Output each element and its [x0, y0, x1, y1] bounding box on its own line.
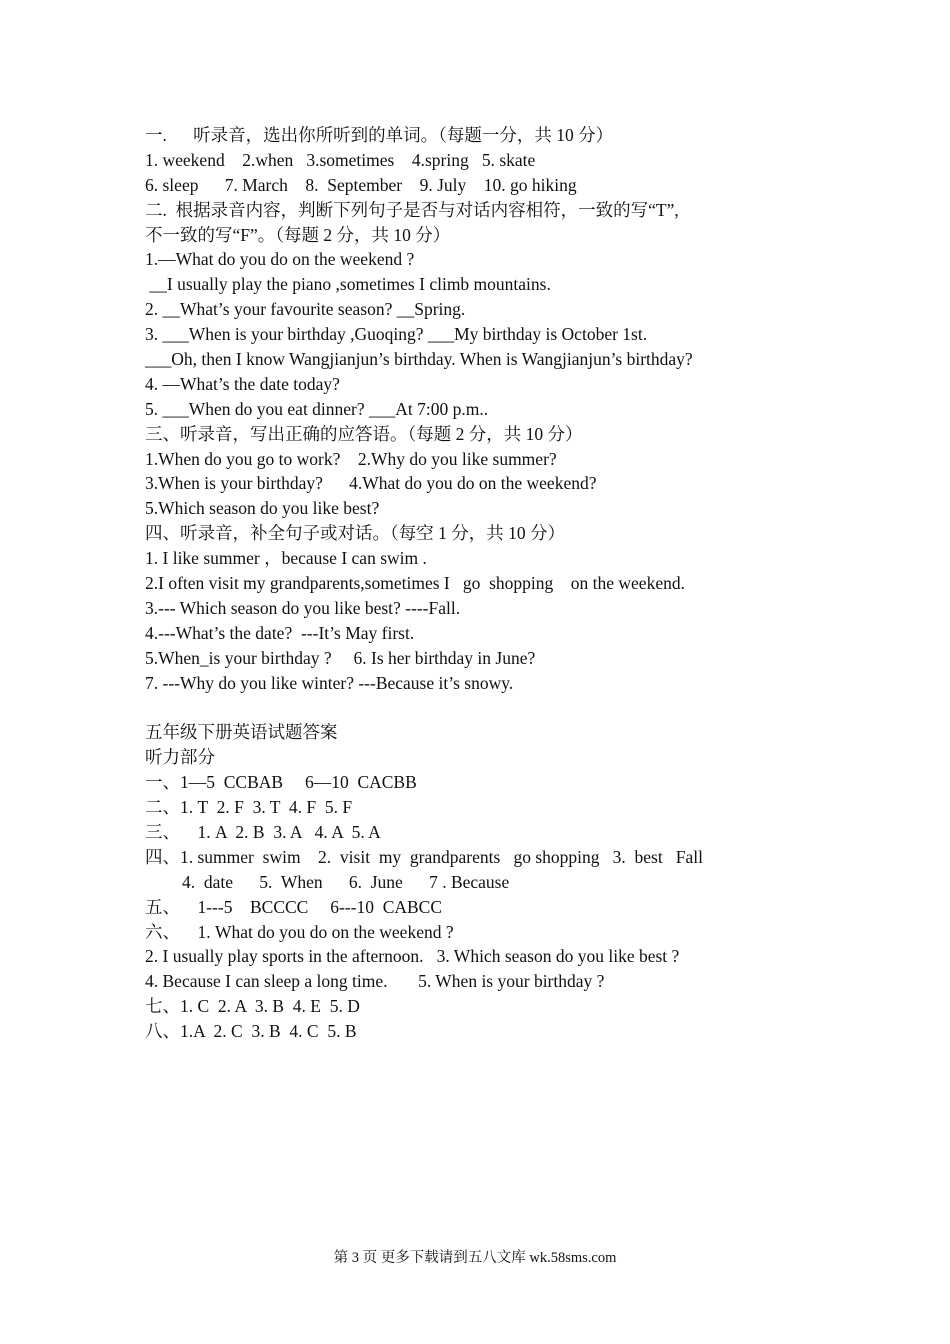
answer-line-continued: 4. date 5. When 6. June 7 . Because — [182, 871, 510, 892]
answer-line: 三、 1. A 2. B 3. A 4. A 5. A — [145, 821, 381, 842]
answer-key-subtitle: 听力部分 — [145, 747, 215, 768]
answer-line: 八、1.A 2. C 3. B 4. C 5. B — [145, 1021, 357, 1042]
section-2-line: 3. ___When is your birthday ,Guoqing? ___My birthday is October 1st. — [145, 324, 648, 345]
section-2-line: __I usually play the piano ,sometimes I climb mountains. — [145, 274, 551, 295]
section-2-title-continued: 不一致的写“F”。（每题 2 分，共 10 分） — [145, 224, 451, 245]
answer-line: 4. Because I can sleep a long time. 5. When is your birthday ? — [145, 971, 605, 992]
section-4-title: 四、听录音，补全句子或对话。（每空 1 分，共 10 分） — [145, 523, 565, 544]
section-4-line: 5.When_is your birthday ? 6. Is her birthday in June? — [145, 647, 536, 668]
answer-key-title: 五年级下册英语试题答案 — [145, 722, 338, 743]
section-3-line: 3.When is your birthday? 4.What do you do on the weekend? — [145, 473, 597, 494]
document-body — [145, 123, 805, 1044]
section-4-line: 2.I often visit my grandparents,sometimes I go shopping on the weekend. — [145, 573, 685, 594]
section-2-line: 5. ___When do you eat dinner? ___At 7:00 p.m.. — [145, 398, 489, 419]
section-3-line: 1.When do you go to work? 2.Why do you like summer? — [145, 448, 557, 469]
answer-line: 四、1. summer swim 2. visit my grandparents go shopping 3. best Fall — [145, 846, 704, 867]
section-4-line: 1. I like summer ，because I can swim . — [145, 548, 427, 569]
page-footer: 第 3 页 更多下载请到五八文库 wk.58sms.com — [333, 1250, 617, 1266]
answer-line: 一、1—5 CCBAB 6—10 CACBB — [145, 772, 417, 793]
section-1-title: 一. 听录音，选出你所听到的单词。（每题一分，共 10 分） — [145, 125, 614, 145]
section-2-line: ___Oh, then I know Wangjianjun’s birthday. When is Wangjianjun’s birthday? — [145, 349, 693, 370]
spacer — [145, 695, 805, 720]
answer-line: 六、 1. What do you do on the weekend ? — [145, 921, 454, 942]
answer-line: 二、1. T 2. F 3. T 4. F 5. F — [145, 797, 353, 818]
section-2-line: 2. __What’s your favourite season? __Spring. — [145, 299, 466, 320]
section-2-line: 1.—What do you do on the weekend ? — [145, 249, 415, 270]
section-2-title: 二. 根据录音内容，判断下列句子是否与对话内容相符，一致的写“T”, — [145, 199, 679, 220]
section-3-title: 三、听录音，写出正确的应答语。（每题 2 分，共 10 分） — [145, 423, 583, 444]
answer-line: 七、1. C 2. A 3. B 4. E 5. D — [145, 996, 360, 1017]
section-4-line: 3.--- Which season do you like best? ----Fall. — [145, 597, 461, 618]
section-4-line: 4.---What’s the date? ---It’s May first. — [145, 622, 415, 643]
section-4-line: 7. ---Why do you like winter? ---Because it’s snowy. — [145, 672, 514, 693]
section-1-line: 6. sleep 7. March 8. September 9. July 10. go hiking — [145, 174, 577, 195]
section-1-line: 1. weekend 2.when 3.sometimes 4.spring 5. skate — [145, 149, 536, 170]
answer-line: 2. I usually play sports in the afternoon. 3. Which season do you like best ? — [145, 946, 680, 967]
section-2-line: 4. —What’s the date today? — [145, 373, 340, 394]
section-3-line: 5.Which season do you like best? — [145, 498, 380, 519]
answer-line: 五、 1---5 BCCCC 6---10 CABCC — [145, 896, 443, 917]
